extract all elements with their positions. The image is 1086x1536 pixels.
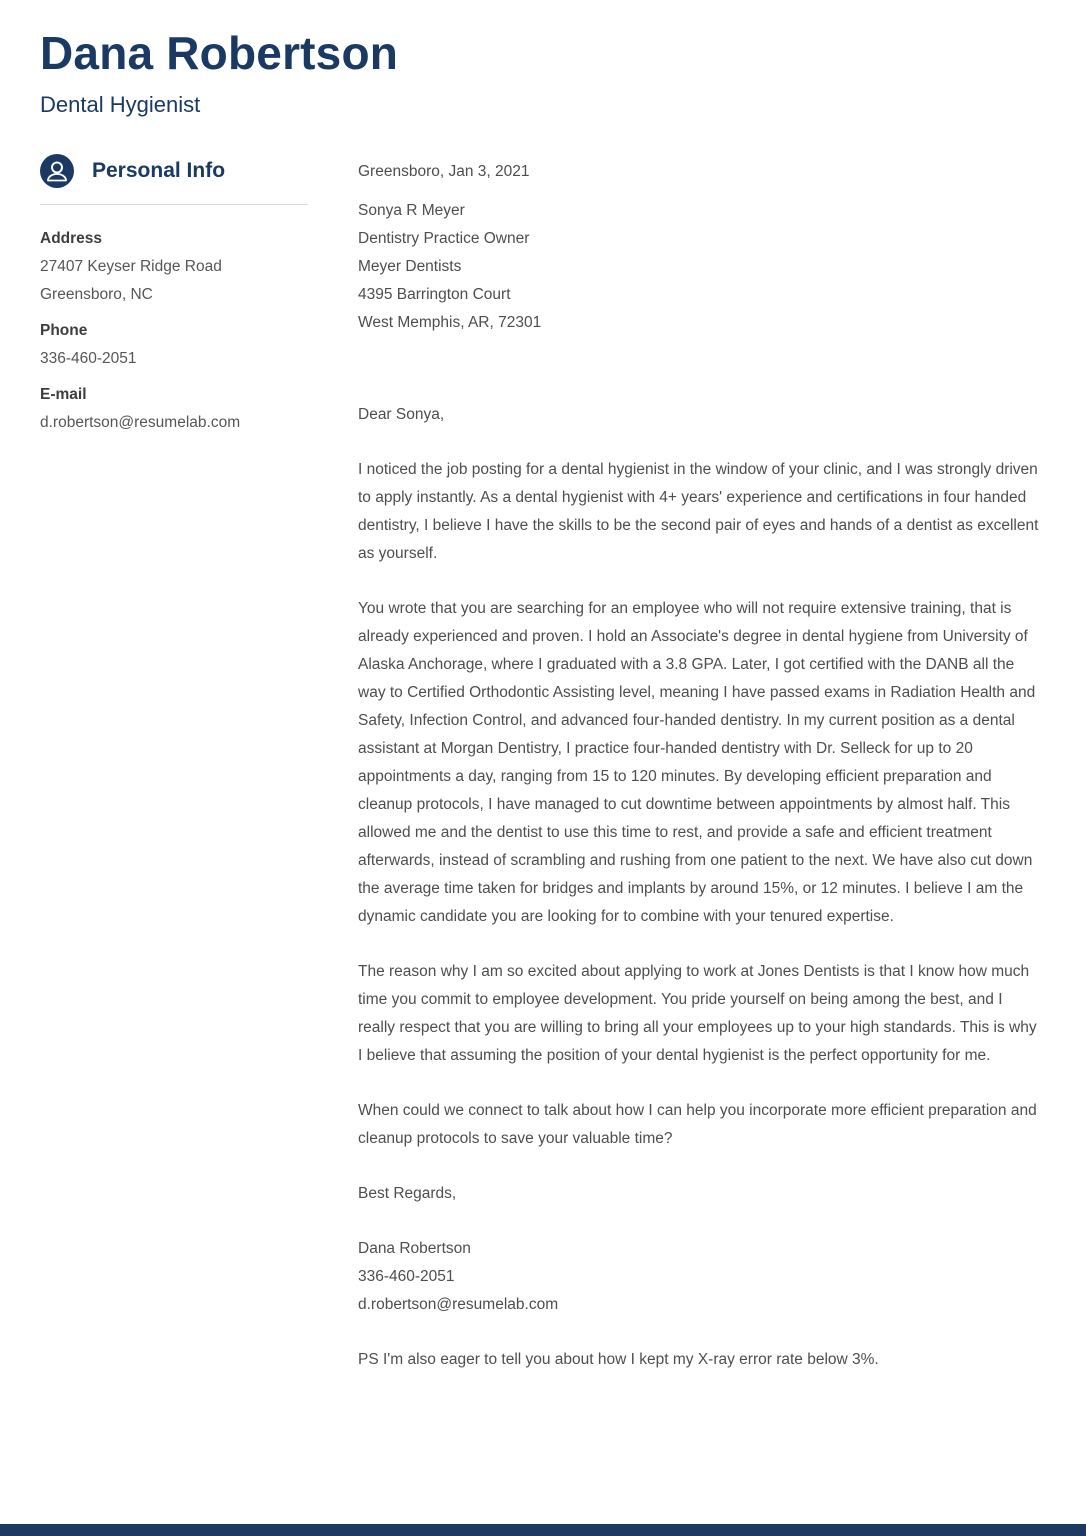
recipient-line: Dentistry Practice Owner (358, 230, 530, 247)
recipient-line: Meyer Dentists (358, 258, 462, 275)
sidebar-personal-info (40, 154, 308, 437)
signature-line: Dana Robertson (358, 1240, 471, 1257)
letter-paragraph: You wrote that you are searching for an employee who will not require extensive training, that is already experienced and proven. I hold an Associate's degree in dental hygiene from University of Alaska Anchorage, where I graduated with a 3.8 GPA. Later, I got certified with the DANB all the way to Certified Orthodontic Assisting level, meaning I have passed exams in Radiation Health and Safety, Infection Control, and advanced four-handed dentistry. In my current position as a dental assistant at Morgan Dentistry, I practice four-handed dentistry with Dr. Selleck for up to 20 appointments a day, ranging from 15 to 120 minutes. By developing efficient preparation and cleanup protocols, I have managed to cut downtime between appointments by almost half. This allowed me and the dentist to use this time to rest, and provide a safe and efficient treatment afterwards, instead of scrambling and rushing from one patient to the next. We have also cut down the average time taken for bridges and implants by around 15%, or 12 minutes. I believe I am the dynamic candidate you are looking for to combine with your tenured expertise. (358, 600, 1036, 925)
recipient-block (358, 197, 1040, 337)
field-label: E-mail (40, 386, 87, 403)
salutation: Dear Sonya, (358, 406, 445, 423)
letter-body (358, 158, 1040, 1374)
field-value: 336-460-2051 (40, 350, 137, 367)
closing: Best Regards, (358, 1185, 457, 1202)
field-value: Greensboro, NC (40, 286, 153, 303)
recipient-line: West Memphis, AR, 72301 (358, 314, 542, 331)
field-label: Phone (40, 322, 88, 339)
letter-paragraph: When could we connect to talk about how I can help you incorporate more efficient preparation and cleanup protocols to save your valuable time? (358, 1102, 1037, 1147)
recipient-line: Sonya R Meyer (358, 202, 465, 219)
dateline: Greensboro, Jan 3, 2021 (358, 163, 530, 180)
personal-info-header (40, 154, 308, 205)
header (40, 28, 398, 118)
field-label: Address (40, 230, 103, 247)
field-values (40, 409, 308, 437)
signature-line: d.robertson@resumelab.com (358, 1296, 559, 1313)
field-values (40, 345, 308, 373)
personal-info-field (40, 317, 308, 373)
person-icon (40, 154, 74, 188)
field-values (40, 253, 308, 309)
field-value: 27407 Keyser Ridge Road (40, 258, 222, 275)
personal-info-field (40, 225, 308, 309)
person-name: Dana Robertson (40, 27, 399, 79)
recipient-line: 4395 Barrington Court (358, 286, 511, 303)
field-value: d.robertson@resumelab.com (40, 414, 241, 431)
signature-block (358, 1235, 1040, 1319)
letter-paragraph: I noticed the job posting for a dental hygienist in the window of your clinic, and I was strongly driven to apply instantly. As a dental hygienist with 4+ years' experience and certifications in four handed dentistry, I believe I have the skills to be the second pair of eyes and hands of a dentist as excellent as yourself. (358, 461, 1039, 562)
personal-info-fields (40, 225, 308, 437)
personal-info-title: Personal Info (92, 159, 226, 182)
postscript: PS I'm also eager to tell you about how I kept my X-ray error rate below 3%. (358, 1351, 879, 1368)
personal-info-field (40, 381, 308, 437)
signature-line: 336-460-2051 (358, 1268, 455, 1285)
letter-paragraph: The reason why I am so excited about applying to work at Jones Dentists is that I know how much time you commit to employee development. You pride yourself on being among the best, and I really respect that you are willing to bring all your employees up to your high standards. This is why I believe that assuming the position of your dental hygienist is the perfect opportunity for me. (358, 963, 1037, 1064)
letter-paragraphs (358, 456, 1040, 1153)
footer-accent-bar (0, 1524, 1086, 1536)
person-job-title: Dental Hygienist (40, 91, 201, 117)
